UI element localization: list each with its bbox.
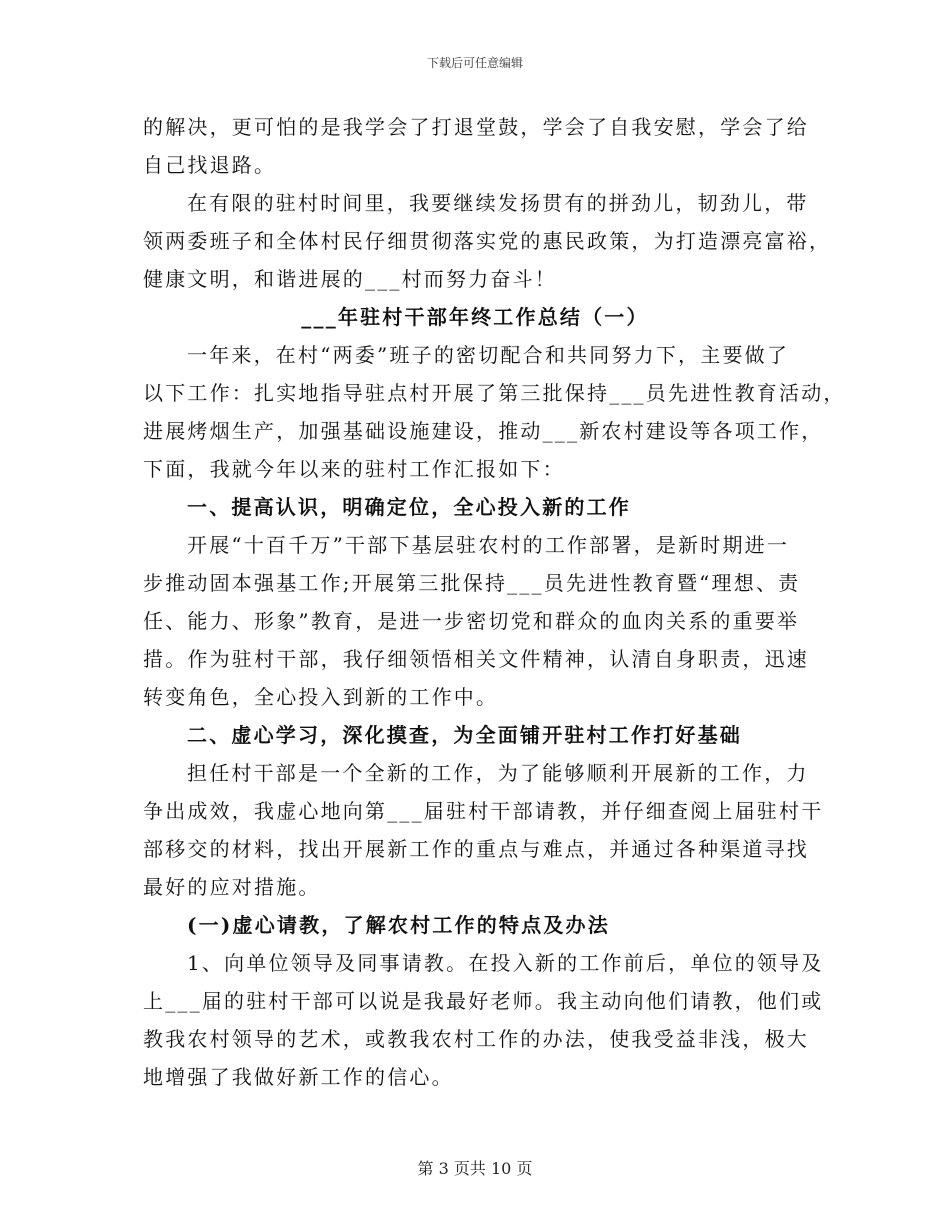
paragraph-start: 在有限的驻村时间里，我要继续发扬贯有的拼劲儿，韧劲儿，带	[187, 191, 809, 215]
body-line: 健康文明，和谐进展的___村而努力奋斗！	[143, 267, 557, 291]
page-footer: 第 3 页共 10 页	[417, 1159, 533, 1178]
body-line: 措。作为驻村干部，我仔细领悟相关文件精神，认清自身职责，迅速	[143, 647, 809, 671]
body-line: 步推动固本强基工作;开展第三批保持___员先进性教育暨“理想、责	[143, 571, 801, 595]
body-line: 以下工作：扎实地指导驻点村开展了第三批保持___员先进性教育活动，	[143, 381, 846, 405]
body-line: 地增强了我做好新工作的信心。	[143, 1065, 454, 1089]
paragraph-start: 一年来，在村“两委”班子的密切配合和共同努力下，主要做了	[187, 343, 790, 367]
body-line: 争出成效，我虚心地向第___届驻村干部请教，并仔细查阅上届驻村干	[143, 799, 824, 823]
paragraph-start: 开展“十百千万”干部下基层驻农村的工作部署，是新时期进一	[187, 533, 790, 557]
body-line: 最好的应对措施。	[143, 875, 321, 899]
body-line: 下面，我就今年以来的驻村工作汇报如下：	[143, 457, 565, 481]
body-line: 教我农村领导的艺术，或教我农村工作的办法，使我受益非浅，极大	[143, 1027, 809, 1051]
body-line: 任、能力、形象”教育，是进一步密切党和群众的血肉关系的重要举	[143, 609, 800, 633]
section-title: ___年驻村干部年终工作总结（一）	[301, 305, 649, 329]
paragraph-start: 担任村干部是一个全新的工作，为了能够顺利开展新的工作，力	[187, 761, 809, 785]
body-line: 领两委班子和全体村民仔细贯彻落实党的惠民政策，为打造漂亮富裕，	[143, 229, 832, 253]
body-line: 进展烤烟生产，加强基础设施建设，推动___新农村建设等各项工作，	[143, 419, 824, 443]
heading-1: 一、提高认识，明确定位，全心投入新的工作	[187, 495, 631, 519]
paragraph-start: 1、向单位领导及同事请教。在投入新的工作前后，单位的领导及	[187, 951, 824, 975]
heading-2: 二、虚心学习，深化摸查，为全面铺开驻村工作打好基础	[187, 723, 742, 747]
subheading-1: (一)虚心请教，了解农村工作的特点及办法	[187, 913, 610, 937]
body-line: 上___届的驻村干部可以说是我最好老师。我主动向他们请教，他们或	[143, 989, 824, 1013]
body-line: 部移交的材料，找出开展新工作的重点与难点，并通过各种渠道寻找	[143, 837, 809, 861]
body-line: 自己找退路。	[143, 153, 277, 177]
document-body	[143, 108, 846, 1096]
body-line: 的解决，更可怕的是我学会了打退堂鼓，学会了自我安慰，学会了给	[143, 115, 809, 139]
body-line: 转变角色，全心投入到新的工作中。	[143, 685, 499, 709]
page-header-note: 下载后可任意编辑	[426, 56, 523, 70]
